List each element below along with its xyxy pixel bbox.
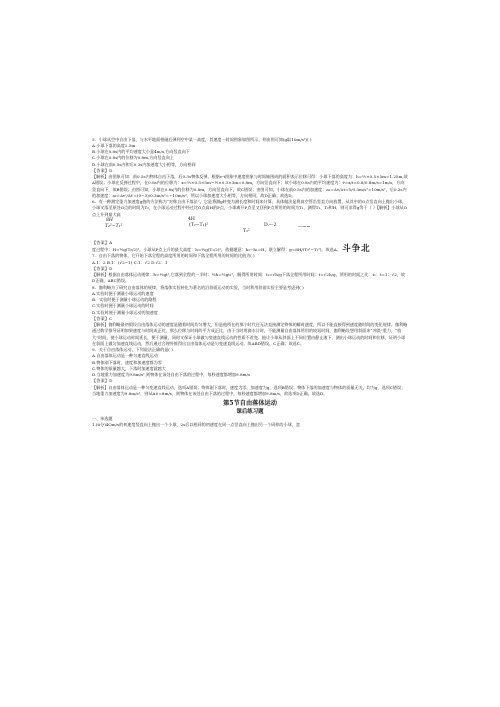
- q6-analysis-text: 度过程中：H=½g(T₂/2)²，小球从P点上升的最大高度：h=½g(T₁/2)²，依据题意：h₂−h₁=H，联立解得：g=8H/(T₂²−T₁²)，故选A。: [92, 247, 341, 252]
- formula-mid-top: 4H: [188, 216, 195, 222]
- q5-option-c: C.小球在0.8s内的位移为0.8m,方向竖直向上: [92, 155, 174, 161]
- q8-answer: 【答案】C: [92, 315, 113, 321]
- formula-right-a: D.—2: [264, 222, 277, 228]
- q9-option-d: D.当地重力加速度为9.8m/s²,则物体在该处自由下落的过程中，每秒速度都增加9.8m/s: [92, 372, 250, 377]
- q6-stem: 6．有一种测定重力加速度g值的方法称为“对称自由下落法”，它是将测g转变为测长度和时间来计算，具体做法是将真空管沿竖直方向放置，从其中的O点竖直向上抛出小球，小球又落至原处O点的时间为T₂，在小球运动过程中经过比O点高H的P点，小球离开P点至又回到P点所用的时间为T₁，测得T₁、T₂和H，则可求得g等于（ ）【解析】小球从O点上升到最大高: [92, 199, 408, 217]
- q9-answer: 【答案】D: [92, 378, 113, 384]
- section-title: 第5节自由落体运动: [223, 400, 277, 407]
- q8-stem: 8．伽利略为了研究自由落体的规律，将落体实验转化为著名的沿斜面运动的实验，当时利用斜面实验主要是考虑到( ): [92, 284, 304, 290]
- q8-option-b: B．实验时便于测量小球运动的路程: [92, 297, 157, 302]
- q9-option-a: A.自由落体运动是一种匀速直线运动: [92, 353, 158, 359]
- q8-analysis: 【解析】伽利略最初假设自由落体运动的速度是随着时间均匀增大，但是他所在的那个时代还无法直接测定物体的瞬时速度，所以不能直接得到速度随时间的变化规律。伽利略通过数学推导证明如果速度与时间成正比，那么位移与时间的平方成正比，由于当时用滴水计时，不能测量自由落体所用的较短时间，伽利略设想用斜面来“冲淡”重力，“放大”时间，使小球运动时间延长，便于测量，同时又保证小球做匀变速直线运动的性质不改变。他让小球从斜面上不同位置由静止滚下，测出小球运动的时间和位移，证明小球在斜面上做匀加速直线运动，然后通过合理外推得出自由落体运动是匀变速直线运动。故ABD错误，C正确；故选C。: [92, 322, 408, 346]
- q7-stem: 7．自由下落的物体，它开始下落全程的高度所用的时间和下落全程所用的时间的比值为( ): [92, 253, 255, 259]
- q8-option-a: A.实验时便于测量小球运动的速度: [92, 290, 154, 296]
- q6-formula-options: [92, 218, 408, 240]
- q5-option-a: A.小球下落的高度2.5m: [92, 142, 136, 148]
- section-subtitle: 课后练习题: [236, 409, 264, 415]
- q9-analysis: 【解析】自由落体运动是一种匀变速直线运动，选项A错误；物体刚下落时，速度为零，加速度为g，选项B错误；物体下落的加速度与物体的质量无关，均为g，选项C错误；当地重力加速度为9.8m/s²，则从A∨=8m/s，则物体在该处自由下落的过程中，每秒速度都增加9.8m/s，故选项D正确。故选D。: [92, 384, 406, 396]
- q9-option-b: B.物体刚下落时，速度和加速度都为零: [92, 359, 162, 365]
- q7-answer: 【答案】D: [92, 265, 113, 271]
- q5-answer: 【答案】D: [92, 167, 113, 173]
- q5-option-b: B.小球在0.8s内的平均速度大小是4m/s,方向竖直向下: [92, 149, 190, 154]
- practice-heading: 一、单选题: [92, 416, 113, 421]
- formula-mid-bottom: (T₂−T₁)²: [189, 222, 209, 228]
- q6-answer: 【答案】A: [92, 239, 113, 245]
- q7-options: A.1：2 B.1：(√2−1) C.1：√2 D.√2：1: [92, 259, 168, 265]
- practice-q1: 1.(6分)4Om/s的初速度竖直向上抛出一个小球，2s后以相同的初速度在同一点竖直向上抛出另一个同样的小球，忽: [92, 422, 300, 428]
- formula-left-top: 8H: [106, 217, 113, 223]
- q8-option-d: D.实验时便于测量小球运动的加速度: [92, 309, 158, 315]
- q8-option-c: C.实验时便于测量小球运动的时间: [92, 303, 154, 309]
- formula-right-b: T₂²: [243, 229, 250, 235]
- q5-analysis: 【解析】由图象可知：前0.5s内物体自由下落，后0.3s物体反弹，根据v-t图象中速度图象与时间轴围成的面积表示位移可得：小球下落的高度为：h=½×0.5×5m=1.25m,故A错误；小球在反弹过程中，在0.8s内的位移为：x=½×0.5×5m−½×0.3×3m=0.8m，方向竖直向下；故小球在0.8s内的平均速度为：v̄=x/t=0.8/0.8m/s=1m/s，方向竖直向下，故B错误；由图可知，小球在0.8s内的位移为0.8m，方向竖直向下，故C错误；由图可知，小球在前0.5s内的加速度：a₁=Δv/Δt=5/0.5m/s²=10m/s²，后0.3s内的加速度：a₂=Δv'/Δt'=(0−3)/0.3m/s²=−10m/s²，所以小球加速度大小相等，方向相同，故D正确；故选D。: [92, 174, 408, 198]
- q9-option-c: C.物体的质量越大，下落时加速度就越大: [92, 365, 166, 371]
- stamp-text: 斗争北: [342, 244, 371, 254]
- q5-stem: 5．小球从空中自由下落，与水平地面相碰后弹到空中某一高度，其速度一时间图象如图所示，则由图可知(g取10m/s²)( ): [92, 136, 312, 142]
- formula-right-c: —~~: [298, 224, 311, 230]
- q7-analysis: 【解析】根据自由落体运动规律：h=½gt²,它落到全程的一半时：½h=½gt₁²，解得所用时间：t₁=√h/g下落全程所用时间：t=√2h/g，所用的时间之比：t₁：t=1：√2，故D正确，ABC错误。: [92, 272, 406, 284]
- formula-left-bottom: T₂²−T₁²: [105, 223, 123, 229]
- document-body: [92, 136, 408, 429]
- q5-option-d: D.小球在前0.5s内和后0.3s内加速度大小相等，方向相同: [92, 161, 196, 167]
- q9-stem: 9．关于自由落体运动，下列说法正确的是( ): [92, 347, 173, 352]
